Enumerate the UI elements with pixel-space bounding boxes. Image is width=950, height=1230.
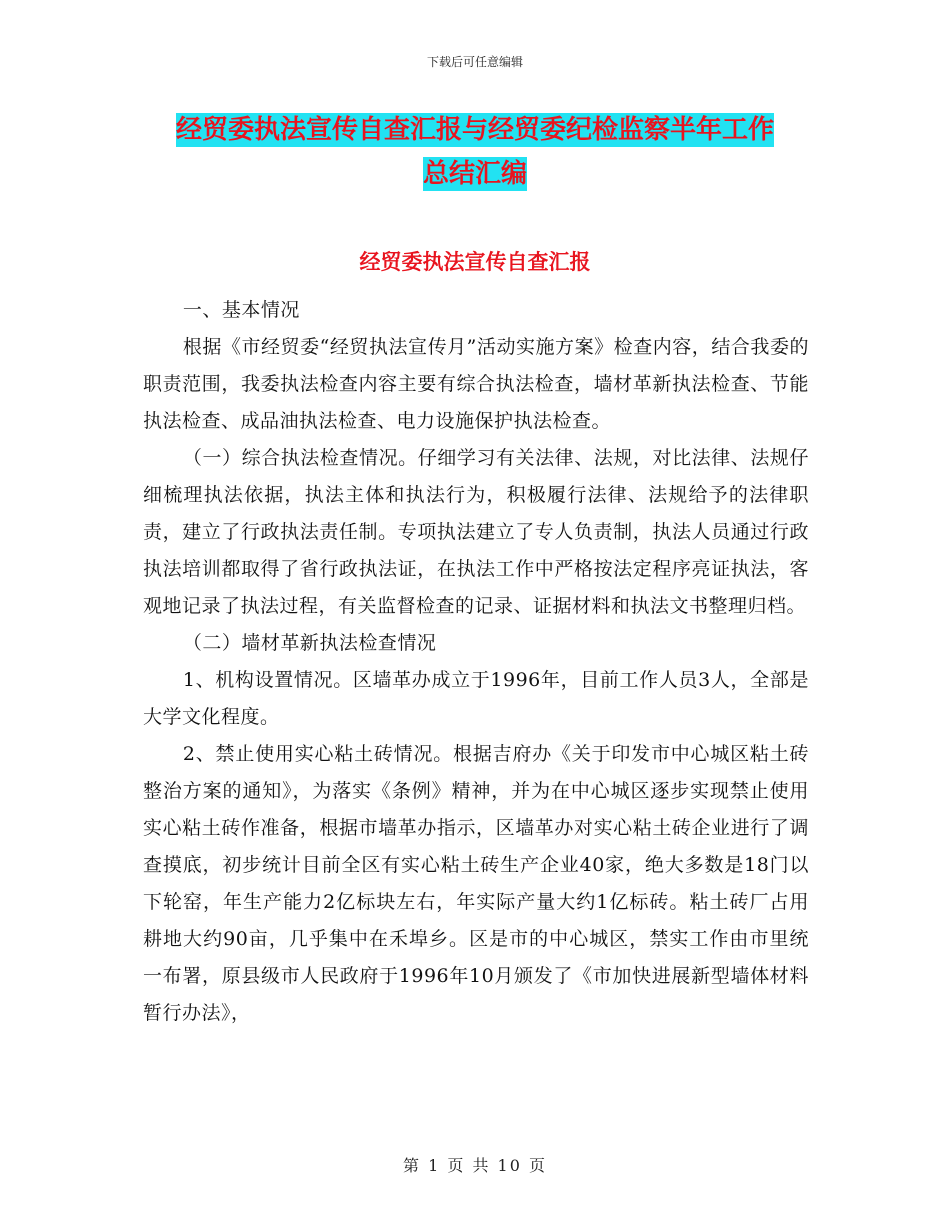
paragraph: 1、机构设置情况。区墙革办成立于1996年，目前工作人员3人，全部是大学文化程度。 (143, 669, 809, 728)
paragraph: （一）综合执法检查情况。仔细学习有关法律、法规，对比法律、法规仔细梳理执法依据，执法主体和执法行为，积极履行法律、法规给予的法律职责，建立了行政执法责任制。专项执法建立了专人负责制，执法人员通过行政执法培训都取得了省行政执法证，在执法工作中严格按法定程序亮证执法，客观地记录了执法过程，有关监督检查的记录、证据材料和执法文书整理归档。 (143, 447, 809, 617)
document-title-line-2: 总结汇编 (422, 159, 527, 189)
body-text (143, 292, 809, 1032)
paragraph: 根据《市经贸委“经贸执法宣传月”活动实施方案》检查内容，结合我委的职责范围，我委执法检查内容主要有综合执法检查，墙材革新执法检查、节能执法检查、成品油执法检查、电力设施保护执法检查。 (143, 336, 809, 432)
document-title-line-1: 经贸委执法宣传自查汇报与经贸委纪检监察半年工作 (175, 115, 774, 145)
subheading: （二）墙材革新执法检查情况 (182, 632, 437, 654)
heading-basic-situation: 一、基本情况 (182, 299, 300, 321)
paragraph: 2、禁止使用实心粘土砖情况。根据吉府办《关于印发市中心城区粘土砖整治方案的通知》，为落实《条例》精神，并为在中心城区逐步实现禁止使用实心粘土砖作准备，根据市墙革办指示，区墙革办对实心粘土砖企业进行了调查摸底，初步统计目前全区有实心粘土砖生产企业40家，绝大多数是18门以下轮窑，年生产能力2亿标块左右，年实际产量大约1亿标砖。粘土砖厂占用耕地大约90亩，几乎集中在禾埠乡。区是市的中心城区，禁实工作由市里统一布署，原县级市人民政府于1996年10月颁发了《市加快进展新型墙体材料暂行办法》， (143, 743, 809, 1024)
document-title (110, 108, 840, 196)
section-title: 经贸委执法宣传自查汇报 (359, 250, 591, 274)
page-footer: 第 1 页 共 10 页 (403, 1156, 547, 1175)
header-note: 下载后可任意编辑 (426, 55, 523, 69)
